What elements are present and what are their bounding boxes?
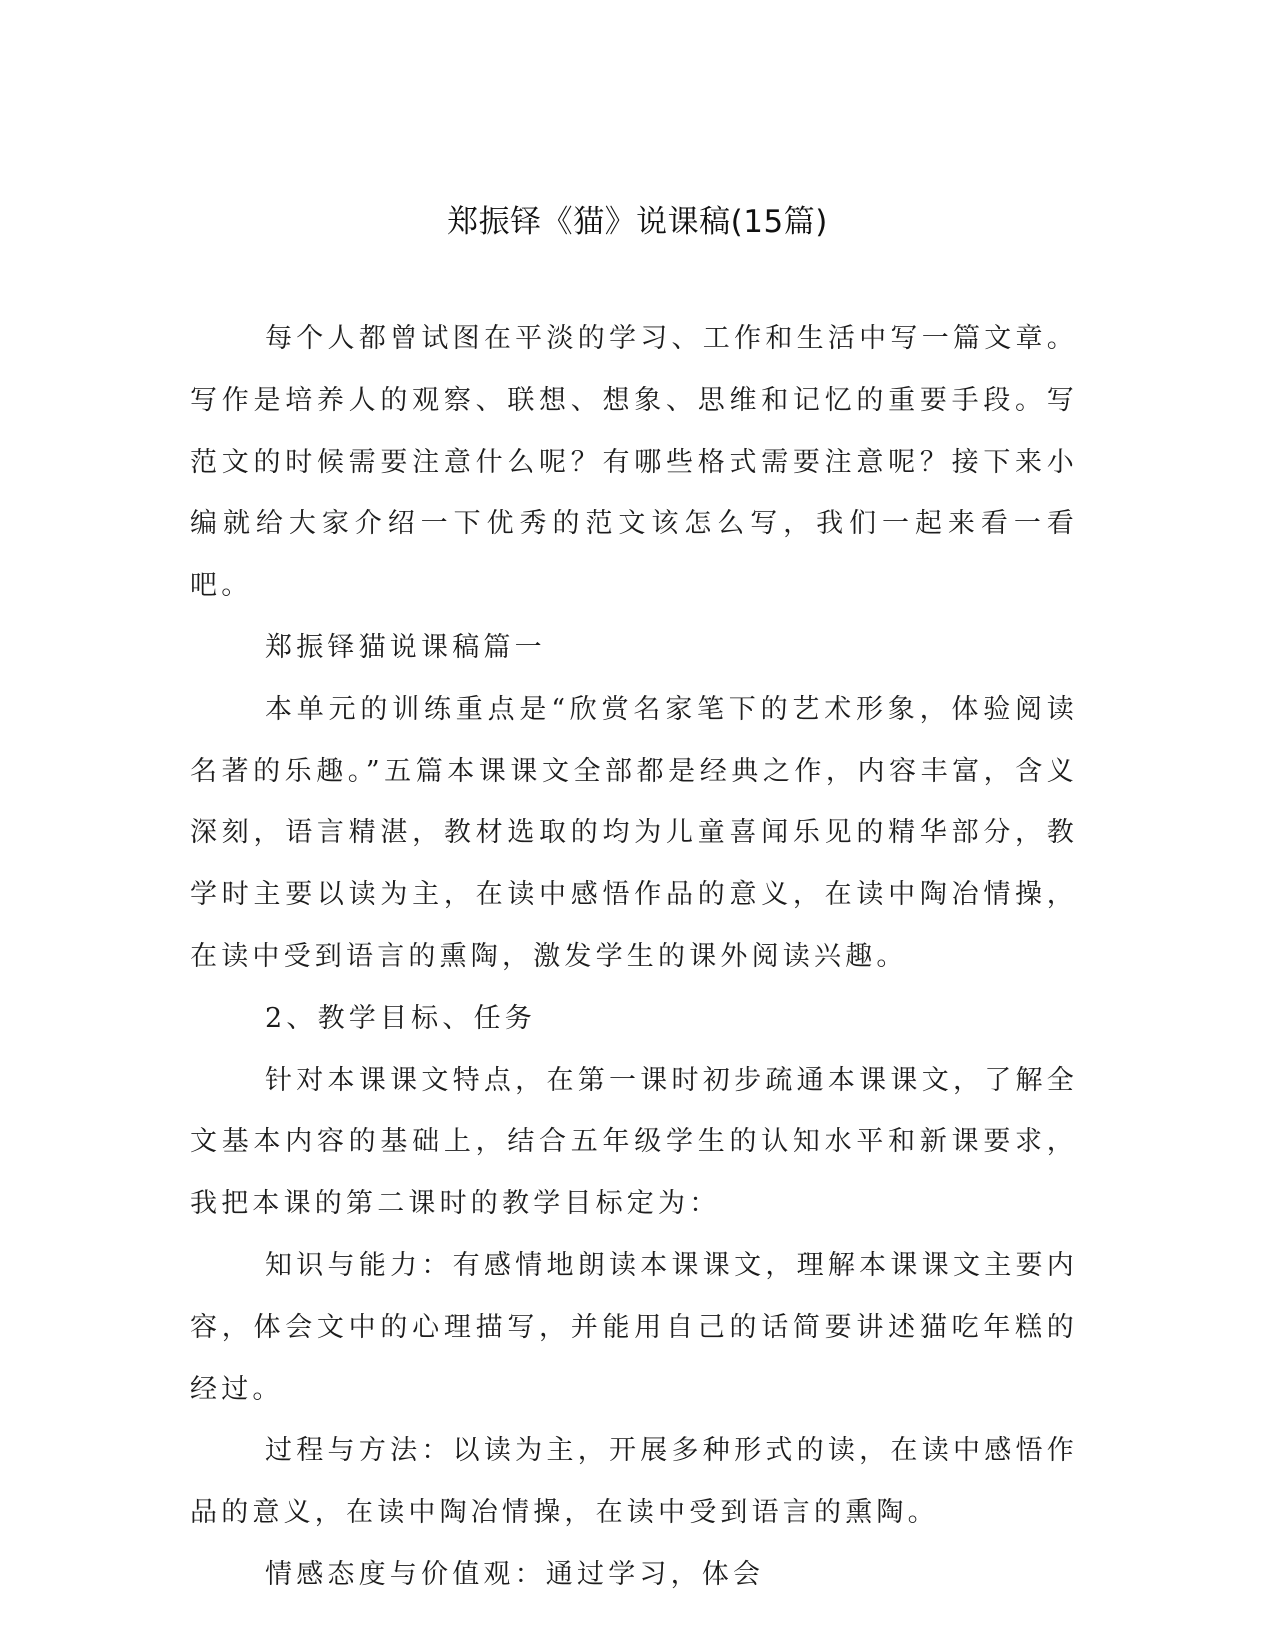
subsection-heading: 2、教学目标、任务 [265, 1002, 536, 1034]
document-title: 郑振铎《猫》说课稿(15篇) [447, 204, 828, 240]
body-paragraph: 知识与能力：有感情地朗读本课课文，理解本课课文主要内容，体会文中的心理描写，并能用自己的话简要讲述猫吃年糕的经过。 [190, 1249, 1078, 1405]
body-paragraph: 情感态度与价值观：通过学习，体会 [265, 1558, 765, 1590]
body-paragraph: 本单元的训练重点是“欣赏名家笔下的艺术形象，体验阅读名著的乐趣。”五篇本课课文全部都是经典之作，内容丰富，含义深刻，语言精湛，教材选取的均为儿童喜闻乐见的精华部分，教学时主要以读为主，在读中感悟作品的意义，在读中陶冶情操，在读中受到语言的熏陶，激发学生的课外阅读兴趣。 [190, 693, 1078, 972]
body-paragraph: 针对本课课文特点，在第一课时初步疏通本课课文，了解全文基本内容的基础上，结合五年级学生的认知水平和新课要求，我把本课的第二课时的教学目标定为： [190, 1064, 1078, 1220]
intro-paragraph: 每个人都曾试图在平淡的学习、工作和生活中写一篇文章。写作是培养人的观察、联想、想象、思维和记忆的重要手段。写范文的时候需要注意什么呢？有哪些格式需要注意呢？接下来小编就给大家介绍一下优秀的范文该怎么写，我们一起来看一看吧。 [190, 323, 1078, 602]
body-paragraph: 过程与方法：以读为主，开展多种形式的读，在读中感悟作品的意义，在读中陶冶情操，在读中受到语言的熏陶。 [190, 1435, 1078, 1529]
document-body [190, 308, 1078, 1606]
section-heading: 郑振铎猫说课稿篇一 [265, 631, 546, 663]
